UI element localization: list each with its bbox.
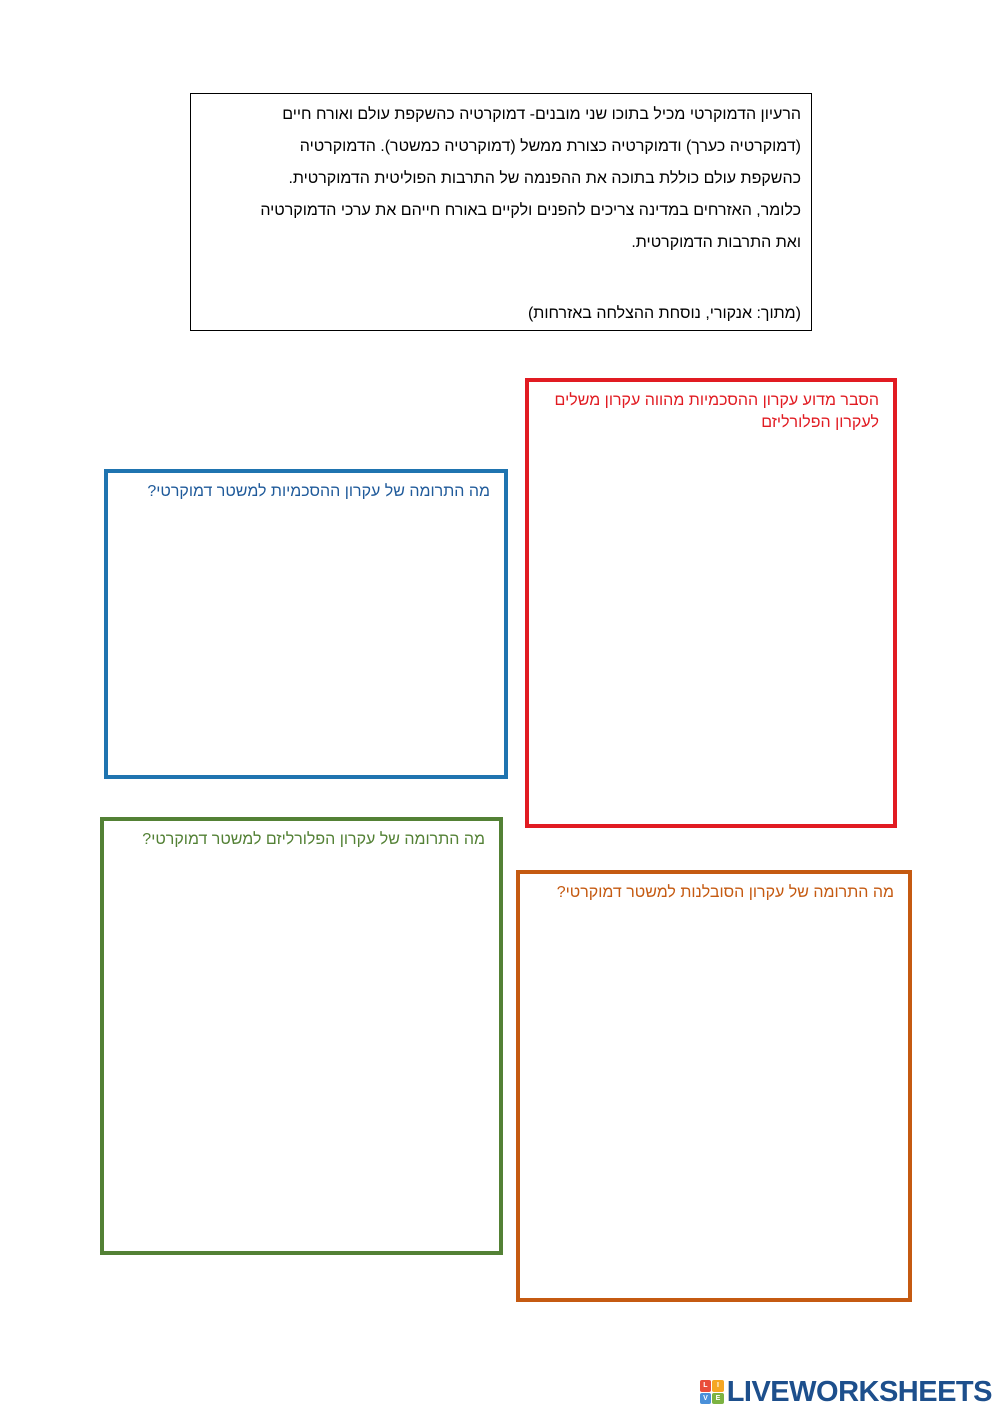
task-box-tolerance xyxy=(516,870,912,1302)
logo-mark-letter: V xyxy=(700,1393,712,1405)
logo-text: LIVEWORKSHEETS xyxy=(726,1375,992,1408)
logo-mark-letter: I xyxy=(712,1380,724,1392)
logo-mark-letter: L xyxy=(700,1380,712,1392)
task-prompt: הסבר מדוע עקרון ההסכמיות מהווה עקרון משלים לעקרון הפלורליזם xyxy=(554,392,879,431)
quote-line: ואת התרבות הדמוקרטית. xyxy=(631,234,801,251)
quote-line: הרעיון הדמוקרטי מכיל בתוכו שני מובנים- דמוקרטיה כהשקפת עולם ואורח חיים xyxy=(282,106,801,123)
answer-area[interactable] xyxy=(526,914,902,1292)
quote-box xyxy=(190,93,812,331)
quote-line: כהשקפת עולם כוללת בתוכה את ההפנמה של התרבות הפוליטית הדמוקרטית. xyxy=(288,170,801,187)
quote-line: כלומר, האזרחים במדינה צריכים להפנים ולקיים באורח חייהם את ערכי הדמוקרטיה xyxy=(260,202,801,219)
task-prompt: מה התרומה של עקרון ההסכמיות למשטר דמוקרטי? xyxy=(147,483,490,500)
task-box-consensus xyxy=(104,469,508,779)
quote-line: (דמוקרטיה כערך) ודמוקרטיה כצורת ממשל (דמוקרטיה כמשטר). הדמוקרטיה xyxy=(299,138,801,155)
task-prompt: מה התרומה של עקרון הסובלנות למשטר דמוקרטי? xyxy=(556,884,894,901)
task-box-consensus-pluralism xyxy=(525,378,897,828)
liveworksheets-logo xyxy=(700,1377,992,1407)
logo-mark-letter: E xyxy=(712,1393,724,1405)
task-prompt: מה התרומה של עקרון הפלורליזם למשטר דמוקרטי? xyxy=(142,831,485,848)
answer-area[interactable] xyxy=(535,442,887,818)
logo-mark-icon xyxy=(700,1380,724,1404)
answer-area[interactable] xyxy=(110,861,493,1245)
answer-area[interactable] xyxy=(114,513,498,769)
quote-source: (מתוך: אנקורי, נוסחת ההצלחה באזרחות) xyxy=(527,305,801,322)
task-box-pluralism xyxy=(100,817,503,1255)
